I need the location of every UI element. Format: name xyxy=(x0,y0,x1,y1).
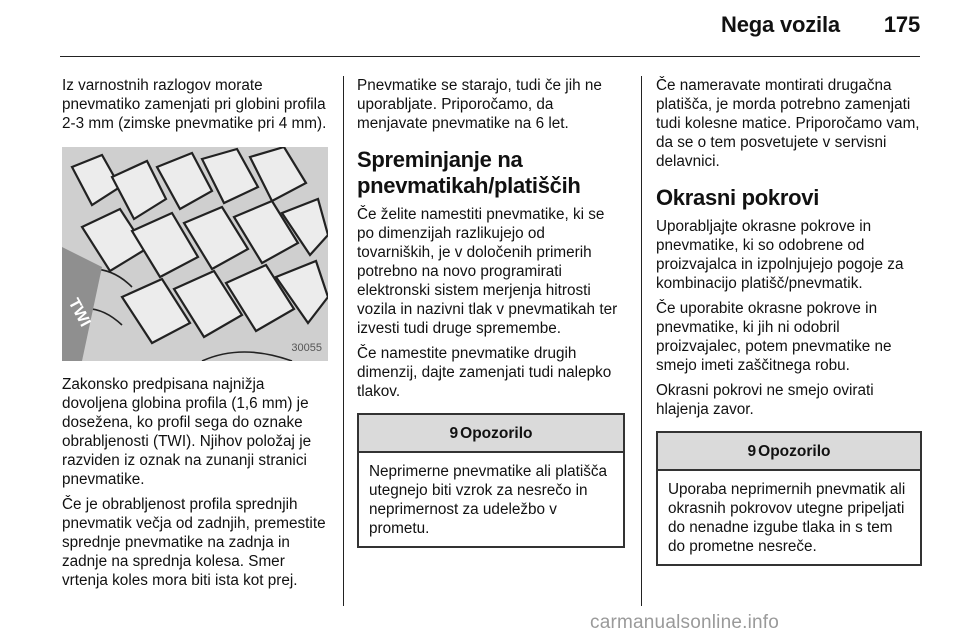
tire-tread-illustration xyxy=(62,147,328,361)
intro-paragraph: Iz varnostnih razlogov morate pnevmatiko zamenjati pri globini profila 2-3 mm (zimske pnevmatike pri 4 mm). xyxy=(62,77,327,132)
warning-icon: 9 xyxy=(449,424,459,442)
section-heading: Spreminjanje na pnevmatikah/platiščih xyxy=(357,147,581,198)
section-heading: Okrasni pokrovi xyxy=(656,185,820,210)
warning-body xyxy=(658,471,920,564)
paragraph: Uporabljajte okrasne pokrove in pnevmatike, ki so odobrene od proizvajalca in izpolnjujejo pogoje za kombinacijo platišč/pnevmatik. xyxy=(656,218,904,292)
warning-title: Opozorilo xyxy=(758,442,831,460)
paragraph: Če nameravate montirati drugačna platišča, je morda potrebno zamenjati tudi kolesne matice. Priporočamo vam, da se o tem posvetujete v servisni delavnici. xyxy=(656,77,920,170)
header-rule xyxy=(60,56,920,57)
warning-header xyxy=(359,415,623,453)
column-divider xyxy=(641,76,642,606)
watermark: carmanualsonline.info xyxy=(590,612,780,633)
paragraph: Pnevmatike se starajo, tudi če jih ne uporabljate. Priporočamo, da menjavate pnevmatike na 6 let. xyxy=(357,77,602,132)
column-1 xyxy=(62,76,328,596)
figure-number: 30055 xyxy=(291,342,322,354)
column-3 xyxy=(656,76,922,566)
page-header xyxy=(721,12,920,38)
warning-text: Neprimerne pnevmatike ali platišča utegnejo biti vzrok za nesrečo in neprimernost za udeležbo v prometu. xyxy=(369,463,608,537)
column-divider xyxy=(343,76,344,606)
column-2 xyxy=(357,76,625,548)
warning-icon: 9 xyxy=(747,442,757,460)
paragraph: Če namestite pnevmatike drugih dimenzij, dajte zamenjati tudi nalepko tlakov. xyxy=(357,345,612,400)
paragraph: Če je obrabljenost profila sprednjih pnevmatik večja od zadnjih, premestite sprednje pnevmatike na zadnja in zadnje na sprednja kolesa. Smer vrtenja koles mora biti ista kot prej. xyxy=(62,496,326,589)
warning-header xyxy=(658,433,920,471)
warning-body xyxy=(359,453,623,546)
section-title: Nega vozila xyxy=(721,12,840,37)
paragraph: Če uporabite okrasne pokrove in pnevmatike, ki jih ni odobril proizvajalec, potem pnevmatike ne smejo imeti zaščitnega robu. xyxy=(656,300,892,374)
paragraph: Zakonsko predpisana najnižja dovoljena globina profila (1,6 mm) je dosežena, ko profil sega do oznake obrabljenosti (TWI). Njihov položaj je razviden iz oznak na zunanji stranici pnevmatike. xyxy=(62,376,312,488)
paragraph: Če želite namestiti pnevmatike, ki se po dimenzijah razlikujejo od tovarniških, je v določenih primerih potrebno na novo programirati elektronski sistem merjenja hitrosti vozila in nazivni tlak v pnevmatikah ter izvesti tudi druge spremembe. xyxy=(357,206,618,337)
warning-title: Opozorilo xyxy=(460,424,533,442)
warning-box xyxy=(656,431,922,566)
warning-text: Uporaba neprimernih pnevmatik ali okrasnih pokrovov utegne pripeljati do nenadne izgube tlaka in s tem do prometne nesreče. xyxy=(668,481,906,555)
paragraph: Okrasni pokrovi ne smejo ovirati hlajenja zavor. xyxy=(656,382,874,418)
twi-mark: TWI xyxy=(64,295,94,330)
warning-box xyxy=(357,413,625,548)
page-number: 175 xyxy=(883,12,920,37)
tire-tread-figure xyxy=(62,147,328,361)
